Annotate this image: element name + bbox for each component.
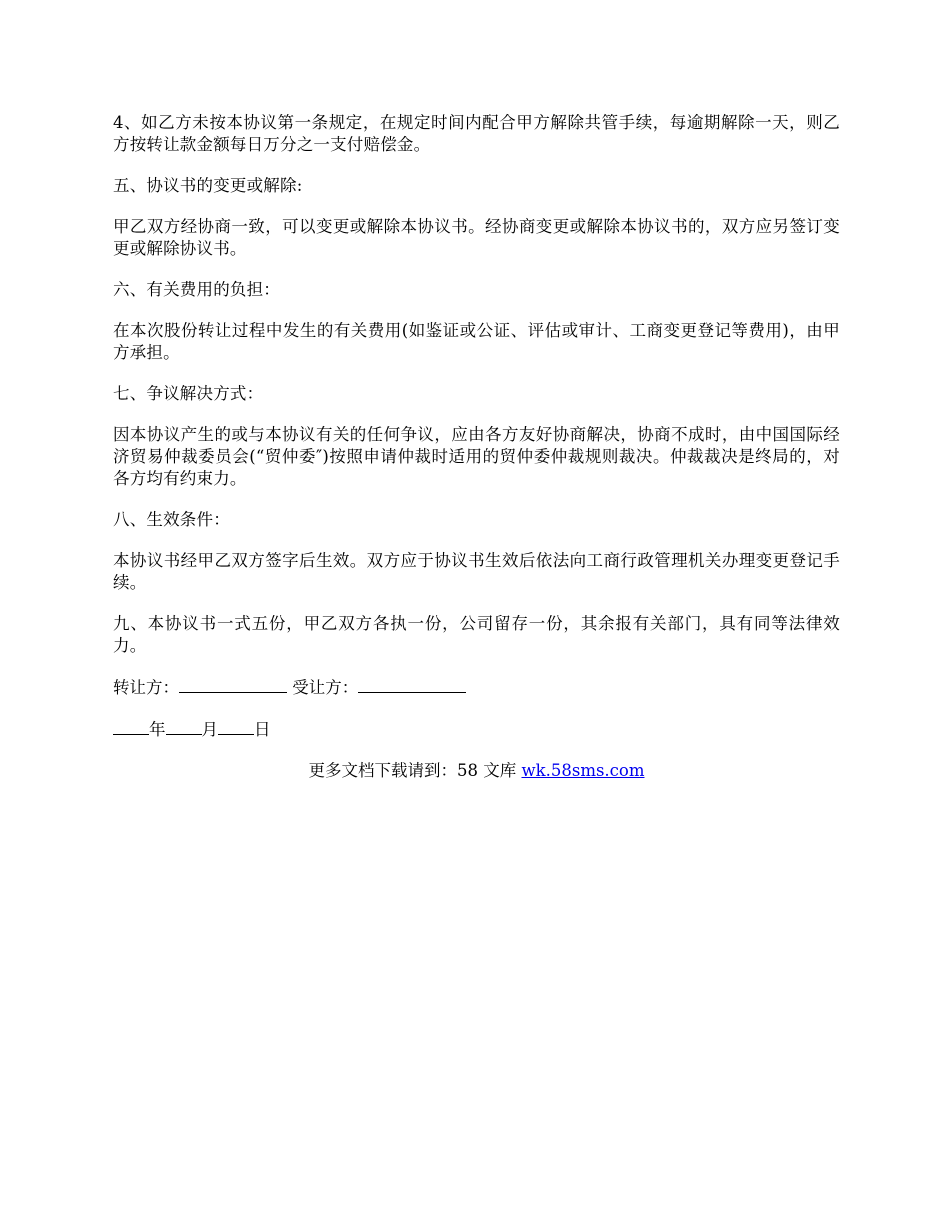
signature-line <box>113 676 840 699</box>
transferor-label: 转让方： <box>113 678 179 697</box>
year-label: 年 <box>149 720 166 739</box>
section-5-heading: 五、协议书的变更或解除: <box>113 176 303 195</box>
section-6-paragraph: 在本次股份转让过程中发生的有关费用(如鉴证或公证、评估或审计、工商变更登记等费用)，由甲方承担。 <box>113 321 840 362</box>
clause-4-4-paragraph: 4、如乙方未按本协议第一条规定，在规定时间内配合甲方解除共管手续，每逾期解除一天，则乙方按转让款金额每日万分之一支付赔偿金。 <box>113 113 840 154</box>
day-blank <box>218 718 254 735</box>
year-blank <box>113 718 149 735</box>
day-label: 日 <box>254 720 271 739</box>
transferor-blank <box>179 676 287 693</box>
transferee-blank <box>358 676 466 693</box>
section-8-paragraph: 本协议书经甲乙双方签字后生效。双方应于协议书生效后依法向工商行政管理机关办理变更登记手续。 <box>113 551 840 592</box>
section-6-heading: 六、有关费用的负担： <box>113 280 280 299</box>
transferee-label: 受让方： <box>292 678 359 697</box>
section-7-heading: 七、争议解决方式： <box>113 384 264 403</box>
month-blank <box>166 718 202 735</box>
footer-link[interactable]: wk.58sms.com <box>521 761 645 780</box>
footer-text: 更多文档下载请到：58 文库 <box>308 761 522 780</box>
section-9-paragraph: 九、本协议书一式五份，甲乙双方各执一份，公司留存一份，其余报有关部门，具有同等法律效力。 <box>113 614 840 655</box>
month-label: 月 <box>201 720 218 739</box>
document-body <box>113 112 840 782</box>
section-7-paragraph: 因本协议产生的或与本协议有关的任何争议，应由各方友好协商解决，协商不成时，由中国国际经济贸易仲裁委员会(“贸仲委″)按照申请仲裁时适用的贸仲委仲裁规则裁决。仲裁裁决是终局的，对各方均有约束力。 <box>113 425 840 488</box>
section-5-paragraph: 甲乙双方经协商一致，可以变更或解除本协议书。经协商变更或解除本协议书的，双方应另签订变更或解除协议书。 <box>113 217 840 258</box>
date-line <box>113 718 840 741</box>
footer-note <box>113 760 840 782</box>
section-8-heading: 八、生效条件： <box>113 510 230 529</box>
